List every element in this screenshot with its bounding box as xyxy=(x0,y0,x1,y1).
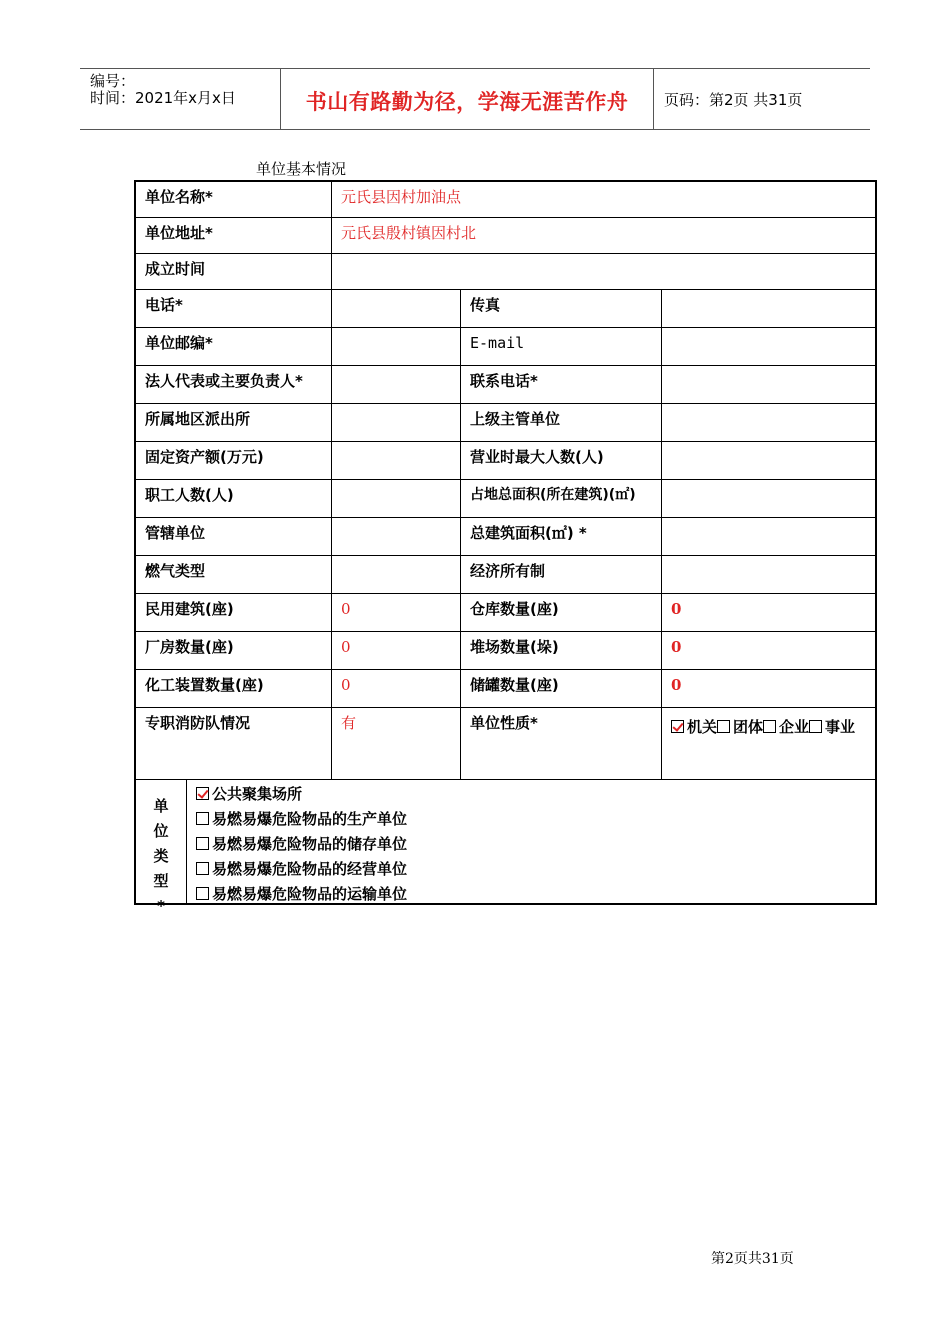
header-page-cell xyxy=(654,69,870,129)
unit-type-option[interactable]: 易燃易爆危险物品的经营单位 xyxy=(196,857,868,882)
land-area-value[interactable] xyxy=(662,480,877,518)
header-page-info: 页码：第2页 共31页 xyxy=(664,91,803,109)
header-motto-cell xyxy=(281,69,654,129)
tank-value[interactable]: 0 xyxy=(662,670,877,708)
ownership-label: 经济所有制 xyxy=(461,556,662,594)
unit-type-option[interactable]: 公共聚集场所 xyxy=(196,782,868,807)
unit-type-option[interactable]: 易燃易爆危险物品的运输单位 xyxy=(196,882,868,907)
established-value[interactable] xyxy=(332,254,877,290)
header-meta xyxy=(80,69,281,129)
unit-type-option[interactable]: 易燃易爆危险物品的储存单位 xyxy=(196,832,868,857)
legal-rep-value[interactable] xyxy=(332,366,461,404)
postcode-label: 单位邮编* xyxy=(136,328,332,366)
doc-number-label: 编号： xyxy=(90,72,136,90)
jurisdiction-label: 管辖单位 xyxy=(136,518,332,556)
checkbox-icon[interactable] xyxy=(763,720,776,733)
phone-value[interactable] xyxy=(332,290,461,328)
checkbox-icon[interactable] xyxy=(717,720,730,733)
civil-building-label: 民用建筑(座) xyxy=(136,594,332,632)
doc-time-label: 时间：2021年x月x日 xyxy=(90,89,236,107)
nature-option-1: 团体 xyxy=(733,718,764,736)
form-caption: 单位基本情况 xyxy=(256,160,347,178)
tank-label: 储罐数量(座) xyxy=(461,670,662,708)
header-motto: 书山有路勤为径，学海无涯苦作舟 xyxy=(305,90,629,114)
staff-count-label: 职工人数(人) xyxy=(136,480,332,518)
checkbox-icon-checked[interactable] xyxy=(671,720,684,733)
unit-name-value[interactable]: 元氏县因村加油点 xyxy=(332,182,877,218)
gas-type-label: 燃气类型 xyxy=(136,556,332,594)
contact-phone-label: 联系电话* xyxy=(461,366,662,404)
checkbox-icon[interactable] xyxy=(196,887,209,900)
page-footer: 第2页共31页 xyxy=(711,1251,794,1267)
yard-label: 堆场数量(垛) xyxy=(461,632,662,670)
warehouse-label: 仓库数量(座) xyxy=(461,594,662,632)
staff-count-value[interactable] xyxy=(332,480,461,518)
factory-value[interactable]: 0 xyxy=(332,632,461,670)
unit-type-label-text: 单位类型* xyxy=(153,797,169,915)
police-station-value[interactable] xyxy=(332,404,461,442)
unit-name-label: 单位名称* xyxy=(136,182,332,218)
unit-address-label: 单位地址* xyxy=(136,218,332,254)
max-people-value[interactable] xyxy=(662,442,877,480)
nature-options xyxy=(662,708,877,780)
superior-unit-value[interactable] xyxy=(662,404,877,442)
fire-brigade-label: 专职消防队情况 xyxy=(136,708,332,780)
contact-phone-value[interactable] xyxy=(662,366,877,404)
unit-type-label xyxy=(136,780,187,915)
building-area-label: 总建筑面积(㎡) * xyxy=(461,518,662,556)
chem-device-label: 化工装置数量(座) xyxy=(136,670,332,708)
checkbox-icon[interactable] xyxy=(196,862,209,875)
fixed-assets-label: 固定资产额(万元) xyxy=(136,442,332,480)
nature-label: 单位性质* xyxy=(461,708,662,780)
nature-option-0: 机关 xyxy=(687,718,718,736)
building-area-value[interactable] xyxy=(662,518,877,556)
superior-unit-label: 上级主管单位 xyxy=(461,404,662,442)
phone-label: 电话* xyxy=(136,290,332,328)
land-area-label: 占地总面积(所在建筑)(㎡) xyxy=(461,480,662,518)
police-station-label: 所属地区派出所 xyxy=(136,404,332,442)
legal-rep-label: 法人代表或主要负责人* xyxy=(136,366,332,404)
warehouse-value[interactable]: 0 xyxy=(662,594,877,632)
checkbox-icon[interactable] xyxy=(809,720,822,733)
postcode-value[interactable] xyxy=(332,328,461,366)
checkbox-icon[interactable] xyxy=(196,837,209,850)
unit-type-options xyxy=(187,780,877,905)
fixed-assets-value[interactable] xyxy=(332,442,461,480)
unit-info-form xyxy=(134,180,877,915)
fax-label: 传真 xyxy=(461,290,662,328)
unit-type-option[interactable]: 易燃易爆危险物品的生产单位 xyxy=(196,807,868,832)
page-header xyxy=(80,68,870,130)
max-people-label: 营业时最大人数(人) xyxy=(461,442,662,480)
established-label: 成立时间 xyxy=(136,254,332,290)
ownership-value[interactable] xyxy=(662,556,877,594)
fire-brigade-value[interactable]: 有 xyxy=(332,708,461,780)
email-label: E-mail xyxy=(461,328,662,366)
gas-type-value[interactable] xyxy=(332,556,461,594)
unit-address-value[interactable]: 元氏县殷村镇因村北 xyxy=(332,218,877,254)
fax-value[interactable] xyxy=(662,290,877,328)
chem-device-value[interactable]: 0 xyxy=(332,670,461,708)
factory-label: 厂房数量(座) xyxy=(136,632,332,670)
yard-value[interactable]: 0 xyxy=(662,632,877,670)
civil-building-value[interactable]: 0 xyxy=(332,594,461,632)
nature-option-3: 事业 xyxy=(825,718,856,736)
nature-option-2: 企业 xyxy=(779,718,810,736)
checkbox-icon-checked[interactable] xyxy=(196,787,209,800)
email-value[interactable] xyxy=(662,328,877,366)
checkbox-icon[interactable] xyxy=(196,812,209,825)
jurisdiction-value[interactable] xyxy=(332,518,461,556)
